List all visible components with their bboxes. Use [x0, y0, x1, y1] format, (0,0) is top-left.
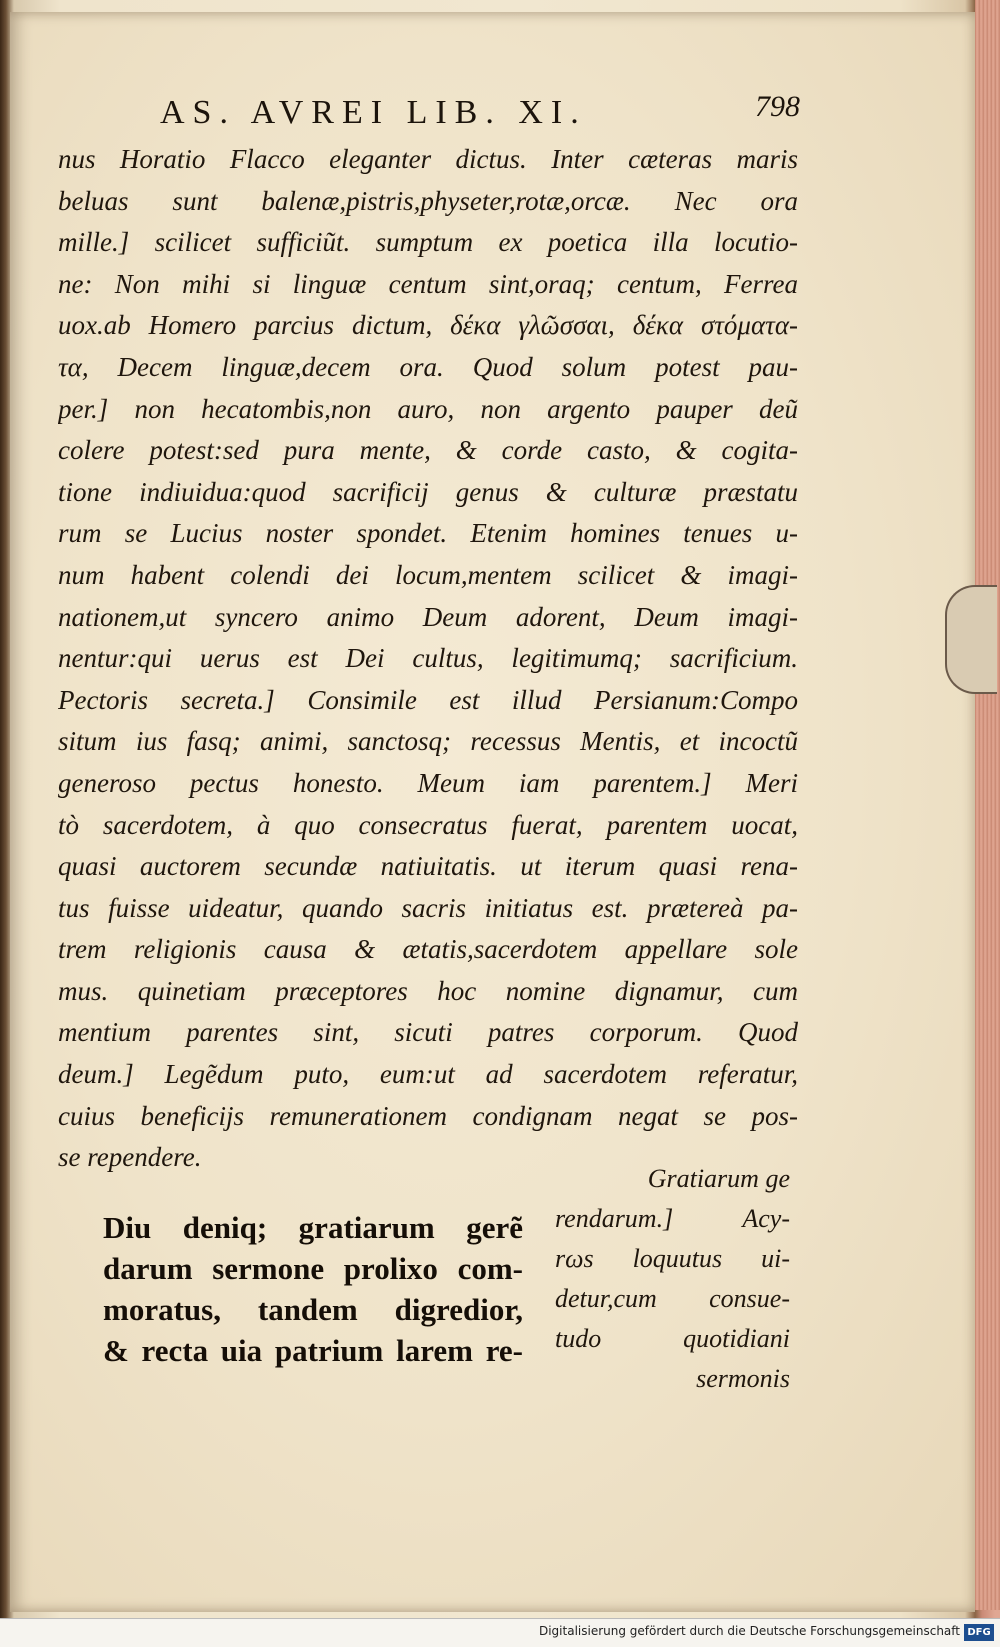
commentary-line: tus fuisse uideatur, quando sacris initiatus est. prætereà pa- — [58, 892, 798, 923]
book-page — [10, 12, 975, 1612]
marginal-note-line: rendarum.] Acy- — [555, 1204, 790, 1233]
commentary-line: tò sacerdotem, à quo consecratus fuerat, parentem uocat, — [58, 809, 798, 840]
marginal-note-line: sermonis — [696, 1364, 790, 1393]
commentary-line: τα, Decem linguæ,decem ora. Quod solum potest pau- — [58, 351, 798, 382]
commentary-line: per.] non hecatombis,non auro, non argento pauper deũ — [58, 393, 798, 424]
commentary-line: situm ius fasq; animi, sanctosq; recessus Mentis, et incoctũ — [58, 726, 798, 757]
commentary-line: trem religionis causa & ætatis,sacerdotem appellare sole — [58, 934, 798, 965]
marginal-note-line: rωs loquutus ui- — [555, 1244, 790, 1273]
marginal-note — [555, 1159, 790, 1399]
commentary-line: mille.] scilicet sufficiũt. sumptum ex poetica illa locutio- — [58, 227, 798, 258]
folio-number: 798 — [755, 90, 800, 123]
dfg-logo: DFG — [964, 1624, 994, 1641]
commentary-block — [58, 139, 798, 1179]
commentary-line: nentur:qui uerus est Dei cultus, legitimumq; sacrificium. — [58, 643, 798, 674]
commentary-line: Pectoris secreta.] Consimile est illud Persianum:Compo — [58, 684, 798, 715]
page-header — [160, 90, 800, 144]
running-head: AS. AVREI LIB. XI. — [160, 94, 587, 131]
commentary-line: colere potest:sed pura mente, & corde casto, & cogita- — [58, 435, 798, 466]
commentary-line: ne: Non mihi si linguæ centum sint,oraq; centum, Ferrea — [58, 268, 798, 299]
commentary-line: quasi auctorem secundæ natiuitatis. ut iterum quasi rena- — [58, 851, 798, 882]
commentary-line: nationem,ut syncero animo Deum adorent, Deum imagi- — [58, 601, 798, 632]
commentary-line: uox.ab Homero parcius dictum, δέκα γλῶσσαι, δέκα στόματα- — [58, 310, 798, 341]
main-text-line: darum sermone prolixo com- — [103, 1251, 523, 1286]
digitization-credit-bar — [0, 1618, 1000, 1647]
commentary-line: beluas sunt balenæ,pistris,physeter,rotæ,orcæ. Nec ora — [58, 185, 798, 216]
main-text-block — [103, 1207, 523, 1371]
commentary-line: tione indiuidua:quod sacrificij genus & culturæ præstatu — [58, 476, 798, 507]
commentary-line: rum se Lucius noster spondet. Etenim homines tenues u- — [58, 518, 798, 549]
commentary-line: deum.] Legẽdum puto, eum:ut ad sacerdotem referatur, — [58, 1059, 798, 1090]
commentary-line: cuius beneficijs remunerationem condignam negat se pos- — [58, 1100, 798, 1131]
main-text-line: moratus, tandem digredior, — [103, 1292, 523, 1327]
commentary-line: num habent colendi dei locum,mentem scilicet & imagi- — [58, 559, 798, 590]
main-text-line: Diu deniq; gratiarum gerẽ — [103, 1210, 523, 1245]
credit-text: Digitalisierung gefördert durch die Deutsche Forschungsgemeinschaft — [538, 1624, 960, 1638]
book-clasp-tab — [945, 585, 997, 694]
marginal-note-line: tudo quotidiani — [555, 1324, 790, 1353]
marginal-note-line: Gratiarum ge — [647, 1164, 790, 1193]
marginal-note-line: detur,cum consue- — [555, 1284, 790, 1313]
commentary-line: nus Horatio Flacco eleganter dictus. Inter cæteras maris — [58, 144, 798, 174]
commentary-line: se rependere. — [58, 1142, 202, 1173]
commentary-line: generoso pectus honesto. Meum iam parentem.] Meri — [58, 767, 798, 798]
main-text-line: & recta uia patrium larem re- — [103, 1333, 523, 1368]
commentary-line: mentium parentes sint, sicuti patres corporum. Quod — [58, 1017, 798, 1048]
page-edge-stack — [975, 0, 1000, 1610]
commentary-line: mus. quinetiam præceptores hoc nomine dignamur, cum — [58, 975, 798, 1006]
